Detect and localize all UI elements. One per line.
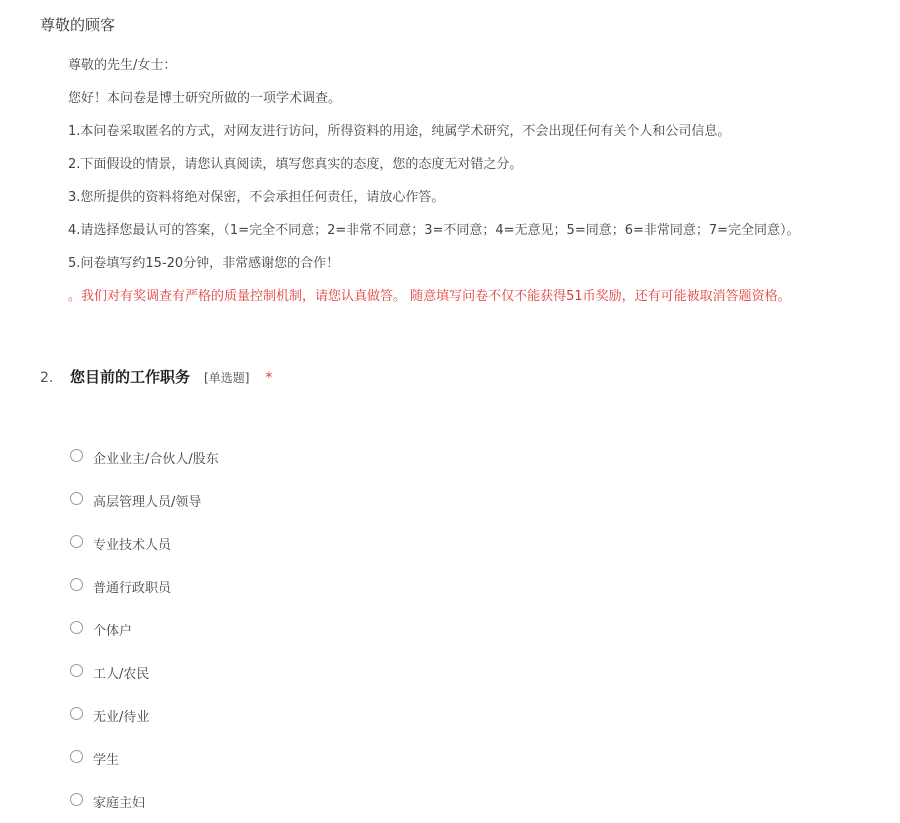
radio-circle-icon[interactable] xyxy=(70,750,83,763)
option-label[interactable]: 工人/农民 xyxy=(93,667,150,682)
option-professional[interactable] xyxy=(70,522,219,565)
intro-warning: 。我们对有奖调查有严格的质量控制机制，请您认真做答。 随意填写问卷不仅不能获得51币奖励，还有可能被取消答题资格。 xyxy=(68,289,791,304)
intro-item-2: 2.下面假设的情景，请您认真阅读，填写您真实的态度，您的态度无对错之分。 xyxy=(68,157,523,172)
option-label[interactable]: 家庭主妇 xyxy=(93,796,146,811)
intro-item-4: 4.请选择您最认可的答案，（1=完全不同意；2=非常不同意；3=不同意；4=无意见；5=同意；6=非常同意；7=完全同意）。 xyxy=(68,223,800,238)
intro-item-3: 3.您所提供的资料将绝对保密，不会承担任何责任，请放心作答。 xyxy=(68,190,445,205)
option-unemployed[interactable] xyxy=(70,694,219,737)
options-list xyxy=(70,436,219,823)
option-owner[interactable] xyxy=(70,436,219,479)
radio-circle-icon[interactable] xyxy=(70,664,83,677)
radio-circle-icon[interactable] xyxy=(70,492,83,505)
intro-item-5: 5.问卷填写约15-20分钟，非常感谢您的合作！ xyxy=(68,256,340,271)
intro-greeting: 尊敬的先生/女士： xyxy=(68,58,177,73)
question-header xyxy=(40,366,860,390)
option-label[interactable]: 普通行政职员 xyxy=(93,581,172,596)
radio-circle-icon[interactable] xyxy=(70,621,83,634)
option-label[interactable]: 高层管理人员/领导 xyxy=(93,495,202,510)
option-senior-manager[interactable] xyxy=(70,479,219,522)
option-student[interactable] xyxy=(70,737,219,780)
option-label[interactable]: 无业/待业 xyxy=(93,710,150,725)
option-homemaker[interactable] xyxy=(70,780,219,823)
question-2 xyxy=(40,366,860,390)
radio-circle-icon[interactable] xyxy=(70,535,83,548)
radio-circle-icon[interactable] xyxy=(70,707,83,720)
required-mark: * xyxy=(265,370,273,386)
page-title: 尊敬的顾客 xyxy=(40,16,116,34)
option-worker-farmer[interactable] xyxy=(70,651,219,694)
question-type: [单选题] xyxy=(204,371,250,385)
option-label[interactable]: 专业技术人员 xyxy=(93,538,172,553)
radio-circle-icon[interactable] xyxy=(70,578,83,591)
option-label[interactable]: 个体户 xyxy=(93,624,133,639)
intro-item-1: 1.本问卷采取匿名的方式，对网友进行访问，所得资料的用途，纯属学术研究，不会出现任何有关个人和公司信息。 xyxy=(68,124,731,139)
radio-circle-icon[interactable] xyxy=(70,449,83,462)
option-label[interactable]: 学生 xyxy=(93,753,120,768)
intro-purpose: 您好！本问卷是博士研究所做的一项学术调查。 xyxy=(68,91,342,106)
intro-section xyxy=(68,56,878,320)
option-clerk[interactable] xyxy=(70,565,219,608)
question-number: 2. xyxy=(40,370,54,386)
question-title: 您目前的工作职务 xyxy=(70,368,191,386)
option-label[interactable]: 企业业主/合伙人/股东 xyxy=(93,452,219,467)
option-self-employed[interactable] xyxy=(70,608,219,651)
